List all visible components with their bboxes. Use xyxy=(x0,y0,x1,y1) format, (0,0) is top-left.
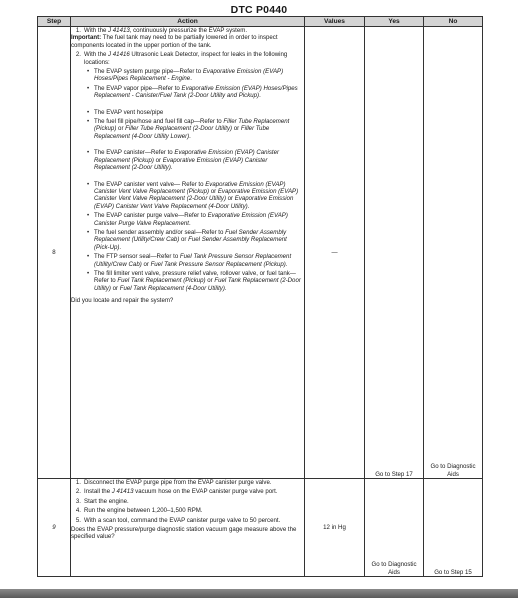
bullet-text: or xyxy=(205,277,215,285)
bullet-text: or xyxy=(141,260,151,268)
header-action: Action xyxy=(71,17,305,27)
step-index: 5. xyxy=(75,516,81,524)
action-text: With a scan tool, command the EVAP canister purge valve to 50 percent. xyxy=(84,516,281,524)
action-text: With the xyxy=(84,27,109,34)
procedure-link[interactable]: Fuel Tank Replacement (4-Door Utility) xyxy=(119,284,225,292)
action-step-2 xyxy=(71,488,304,495)
step-number: 8 xyxy=(38,27,71,479)
bullet-text: . xyxy=(224,284,227,292)
step-index: 2. xyxy=(75,488,81,496)
action-cell xyxy=(71,479,305,577)
action-text: Install the xyxy=(84,488,112,496)
bullet-item-canister xyxy=(87,149,304,171)
procedure-link[interactable]: Evaporative Emission (EVAP) Canister Purge Valve Replacement xyxy=(94,212,288,227)
action-text: vacuum hose on the EVAP canister purge valve port. xyxy=(133,488,278,496)
no-outcome[interactable]: Go to Diagnostic Aids xyxy=(424,27,483,479)
procedure-link[interactable]: Evaporative Emission (EVAP) Canister Replacement (Pickup) xyxy=(94,149,280,164)
header-no: No xyxy=(424,17,483,27)
step-index: 3. xyxy=(75,497,81,505)
procedure-link[interactable]: Evaporative Emission (EVAP) Hoses/Pipes Replacement - Canister/Fuel Tank (2-Door Utility and Pickup) xyxy=(94,84,298,100)
procedure-link[interactable]: Evaporative Emission (EVAP) Canister Vent Valve Replacement (Pickup) xyxy=(94,180,286,195)
procedure-link[interactable]: Fuel Tank Pressure Sensor Replacement (Utility/Crew Cab) xyxy=(94,253,292,268)
bullet-text: . xyxy=(247,202,250,210)
header-values: Values xyxy=(305,17,365,27)
bullet-icon: • xyxy=(87,118,90,126)
decision-question: Does the EVAP pressure/purge diagnostic station vacuum gage measure above the specified value? xyxy=(71,526,297,541)
bullet-text: or xyxy=(225,195,235,203)
bullet-text: The EVAP vent hose/pipe xyxy=(94,108,164,116)
procedure-link[interactable]: Evaporative Emission (EVAP) Canister Vent Valve Replacement (4-Door Utility) xyxy=(94,195,294,210)
bullet-text: . xyxy=(285,260,288,268)
action-text: With the xyxy=(84,51,109,59)
bullet-item-fuel-fill xyxy=(87,118,304,140)
action-step-3 xyxy=(71,498,304,505)
bullet-text: or xyxy=(209,187,218,195)
value-cell: — xyxy=(305,27,365,479)
bullet-text: . xyxy=(188,219,191,227)
action-text: Run the engine between 1,200–1,500 RPM. xyxy=(84,507,203,515)
bullet-text: The fuel fill pipe/hose and fuel fill cap—Refer to xyxy=(94,118,224,126)
bullet-text: or xyxy=(153,156,163,164)
important-text: The fuel tank may need to be partially lowered in order to inspect components located in the upper portion of the tank. xyxy=(71,34,278,49)
bullet-text: The EVAP canister vent valve— Refer to xyxy=(94,180,206,188)
procedure-link[interactable]: Fuel Tank Pressure Sensor Replacement (Pickup) xyxy=(150,260,286,268)
header-step: Step xyxy=(38,17,71,27)
bullet-text: . xyxy=(190,75,192,83)
page-title: DTC P0440 xyxy=(230,4,288,16)
action-step-1 xyxy=(71,27,304,34)
procedure-link[interactable]: Fuel Tank Replacement (2-Door Utility) xyxy=(94,277,301,292)
step-number: 9 xyxy=(38,479,71,577)
bullet-text: The fill limiter vent valve, pressure relief valve, rollover valve, or fuel tank—Refer to xyxy=(94,269,296,285)
bullet-icon: • xyxy=(87,180,90,188)
important-label: Important: xyxy=(71,34,102,42)
bullet-text: The EVAP system purge pipe—Refer to xyxy=(94,68,203,76)
bullet-text: The EVAP canister—Refer to xyxy=(94,149,175,157)
procedure-link[interactable]: Evaporative Emission (EVAP) Canister Vent Valve Replacement (2-Door Utility) xyxy=(94,187,299,203)
action-text: , continuously pressurize the EVAP system. xyxy=(129,27,248,34)
important-note xyxy=(71,34,304,49)
diagnostic-table xyxy=(37,16,483,577)
action-step-1 xyxy=(71,479,304,486)
bullet-text: The EVAP vapor pipe—Refer to xyxy=(94,84,182,92)
action-text: Ultrasonic Leak Detector, inspect for leaks in the following locations: xyxy=(84,51,288,66)
bullet-item-ftp-sensor xyxy=(87,253,304,268)
procedure-link[interactable]: Fuel Sender Assembly Replacement (Pick-Up) xyxy=(94,236,287,251)
bullet-text: The EVAP canister purge valve—Refer to xyxy=(94,212,208,220)
bullet-icon: • xyxy=(87,68,90,76)
step-index: 2. xyxy=(75,51,81,59)
tool-ref: J 41413 xyxy=(111,488,134,496)
yes-outcome[interactable]: Go to Step 17 xyxy=(365,27,424,479)
header-yes: Yes xyxy=(365,17,424,27)
no-outcome[interactable]: Go to Step 15 xyxy=(424,479,483,577)
bottom-border xyxy=(0,589,518,598)
procedure-link[interactable]: Filler Tube Replacement (Pickup) xyxy=(94,118,290,133)
bullet-text: . xyxy=(170,164,173,172)
action-text: Start the engine. xyxy=(84,497,129,505)
bullet-text: . xyxy=(119,243,122,251)
procedure-link[interactable]: Filler Tube Replacement (4-Door Utility Lower) xyxy=(94,125,270,140)
bullet-text: . xyxy=(259,92,261,100)
bullet-item-vapor-pipe xyxy=(87,85,304,100)
bullet-text: . xyxy=(189,132,191,140)
procedure-link[interactable]: Fuel Tank Replacement (Pickup) xyxy=(117,277,206,285)
action-text: Disconnect the EVAP purge pipe from the EVAP canister purge valve. xyxy=(84,479,272,486)
table-row-step-8 xyxy=(38,27,483,479)
action-cell xyxy=(71,27,305,479)
bullet-item-purge-valve xyxy=(87,212,304,227)
tool-ref: J 41416 xyxy=(108,51,130,59)
bullet-item-fill-limiter xyxy=(87,270,304,292)
step-index: 4. xyxy=(75,507,81,515)
bullet-icon: • xyxy=(87,228,90,236)
step-index: 1. xyxy=(75,27,81,34)
bullet-text: or xyxy=(179,236,189,244)
procedure-link[interactable]: Fuel Sender Assembly Replacement (Utility/Crew Cab) xyxy=(94,228,287,244)
decision-question: Did you locate and repair the system? xyxy=(71,297,174,305)
bullet-item-fuel-sender xyxy=(87,229,304,251)
bullet-item-vent-hose xyxy=(87,109,304,116)
bullet-text: or xyxy=(116,125,126,133)
action-step-5 xyxy=(71,517,304,524)
bullet-icon: • xyxy=(87,212,90,220)
bullet-text: or xyxy=(232,125,241,133)
yes-outcome[interactable]: Go to Diagnostic Aids xyxy=(365,479,424,577)
step-index: 1. xyxy=(75,479,81,486)
bullet-icon: • xyxy=(87,84,90,92)
action-step-2 xyxy=(71,51,304,66)
bullet-icon: • xyxy=(87,253,90,261)
tool-ref: J 41413 xyxy=(108,27,130,34)
table-row-step-9 xyxy=(38,479,483,577)
procedure-link[interactable]: Evaporative Emission (EVAP) Hoses/Pipes Replacement - Engine xyxy=(94,68,284,83)
procedure-link[interactable]: Evaporative Emission (EVAP) Canister Replacement (2-Door Utility) xyxy=(94,156,268,172)
bullet-item-purge-pipe xyxy=(87,68,304,83)
value-cell: 12 in Hg xyxy=(305,479,365,577)
table-header-row xyxy=(38,17,483,27)
bullet-text: The FTP sensor seal—Refer to xyxy=(94,253,180,261)
procedure-link[interactable]: Filler Tube Replacement (2-Door Utility) xyxy=(125,125,233,133)
bullet-icon: • xyxy=(87,149,90,157)
bullet-icon: • xyxy=(87,108,90,116)
bullet-text: The fuel sender assembly and/or seal—Refer to xyxy=(94,228,226,236)
bullet-icon: • xyxy=(87,269,90,277)
action-step-4 xyxy=(71,507,304,514)
bullet-item-vent-valve xyxy=(87,181,304,211)
bullet-text: or xyxy=(110,284,120,292)
